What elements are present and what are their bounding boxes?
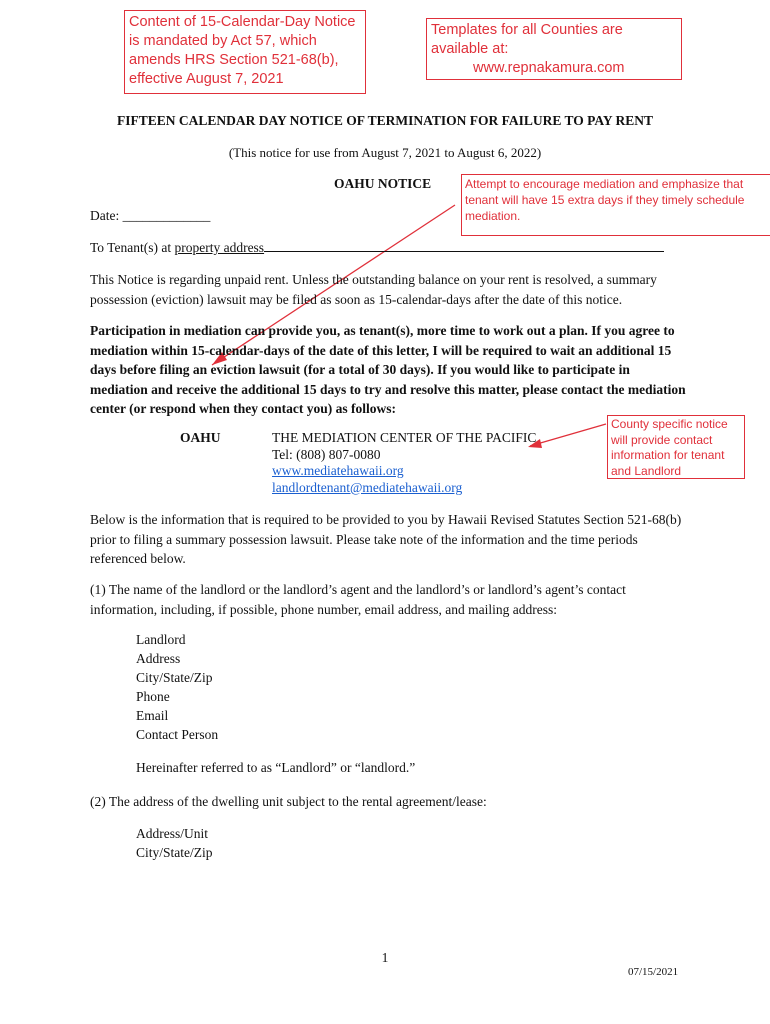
templates-url[interactable]: www.repnakamura.com <box>473 60 625 76</box>
mediation-email-link[interactable]: landlordtenant@mediatehawaii.org <box>272 479 463 495</box>
list-item: Address/Unit <box>136 826 208 841</box>
mediation-contact <box>272 430 536 496</box>
paragraph-hrs-info: Below is the information that is required to be provided to you by Hawaii Revised Statutes Section 521-68(b) prior to filing a summary possession lawsuit. Please take note of the information and the time periods referenced below. <box>90 512 682 566</box>
county-annotation-box: County specific notice will provide contact information for tenant and Landlord <box>607 415 745 479</box>
address-fill-line <box>264 241 664 252</box>
mediation-county: OAHU <box>180 430 221 445</box>
tenant-label: To Tenant(s) at <box>90 240 172 255</box>
page-number: 1 <box>381 950 389 965</box>
date-field: Date: _____________ <box>90 208 211 223</box>
tenant-address: property address <box>174 240 265 255</box>
unit-field-list <box>136 824 213 862</box>
document-subtitle: (This notice for use from August 7, 2021 to August 6, 2022) <box>228 145 542 160</box>
paragraph-unpaid-rent: This Notice is regarding unpaid rent. Unless the outstanding balance on your rent is resolved, a summary possession (eviction) lawsuit may be filed as soon as 15-calendar-days after the date of this notice. <box>90 272 657 307</box>
list-item: Contact Person <box>136 727 219 742</box>
act-annotation-box: Content of 15-Calendar-Day Notice is mandated by Act 57, which amends HRS Section 521-68(b), effective August 7, 2021 <box>124 10 366 94</box>
paragraph-mediation: Participation in mediation can provide you, as tenant(s), more time to work out a plan. If you agree to mediation within 15-calendar-days of the date of this letter, I will be required to wait an additional 15 days before filing an eviction lawsuit (for a total of 30 days). If you would like to participate in mediation and receive the additional 15 days to try and resolve this matter, please contact the mediation center (or respond when they contact you) as follows: <box>90 323 686 416</box>
list-item: Address <box>136 651 181 666</box>
templates-annotation-box <box>426 18 682 80</box>
mediation-center-name: THE MEDIATION CENTER OF THE PACIFIC <box>272 430 537 445</box>
footer-date: 07/15/2021 <box>628 966 679 978</box>
paragraph-dwelling-address: (2) The address of the dwelling unit subject to the rental agreement/lease: <box>90 794 487 809</box>
list-item: Email <box>136 708 169 723</box>
list-item: City/State/Zip <box>136 670 213 685</box>
list-item: Phone <box>136 689 170 704</box>
notice-heading: OAHU NOTICE <box>334 176 432 191</box>
templates-note-text: Templates for all Counties are available at: <box>431 22 623 57</box>
landlord-field-list <box>136 630 218 744</box>
document-title: FIFTEEN CALENDAR DAY NOTICE OF TERMINATION FOR FAILURE TO PAY RENT <box>116 113 654 128</box>
list-item: City/State/Zip <box>136 845 213 860</box>
paragraph-landlord-info: (1) The name of the landlord or the landlord’s agent and the landlord’s or landlord’s agent’s contact information, including, if possible, phone number, email address, and mailing address: <box>90 582 626 617</box>
list-item: Landlord <box>136 632 186 647</box>
mediation-website-link[interactable]: www.mediatehawaii.org <box>272 463 404 478</box>
tenant-line <box>90 240 664 256</box>
mediation-annotation-box: Attempt to encourage mediation and emphasize that tenant will have 15 extra days if they timely schedule mediation. <box>461 174 770 236</box>
mediation-phone: Tel: (808) 807-0080 <box>272 446 381 462</box>
hereinafter-text: Hereinafter referred to as “Landlord” or “landlord.” <box>136 760 416 775</box>
